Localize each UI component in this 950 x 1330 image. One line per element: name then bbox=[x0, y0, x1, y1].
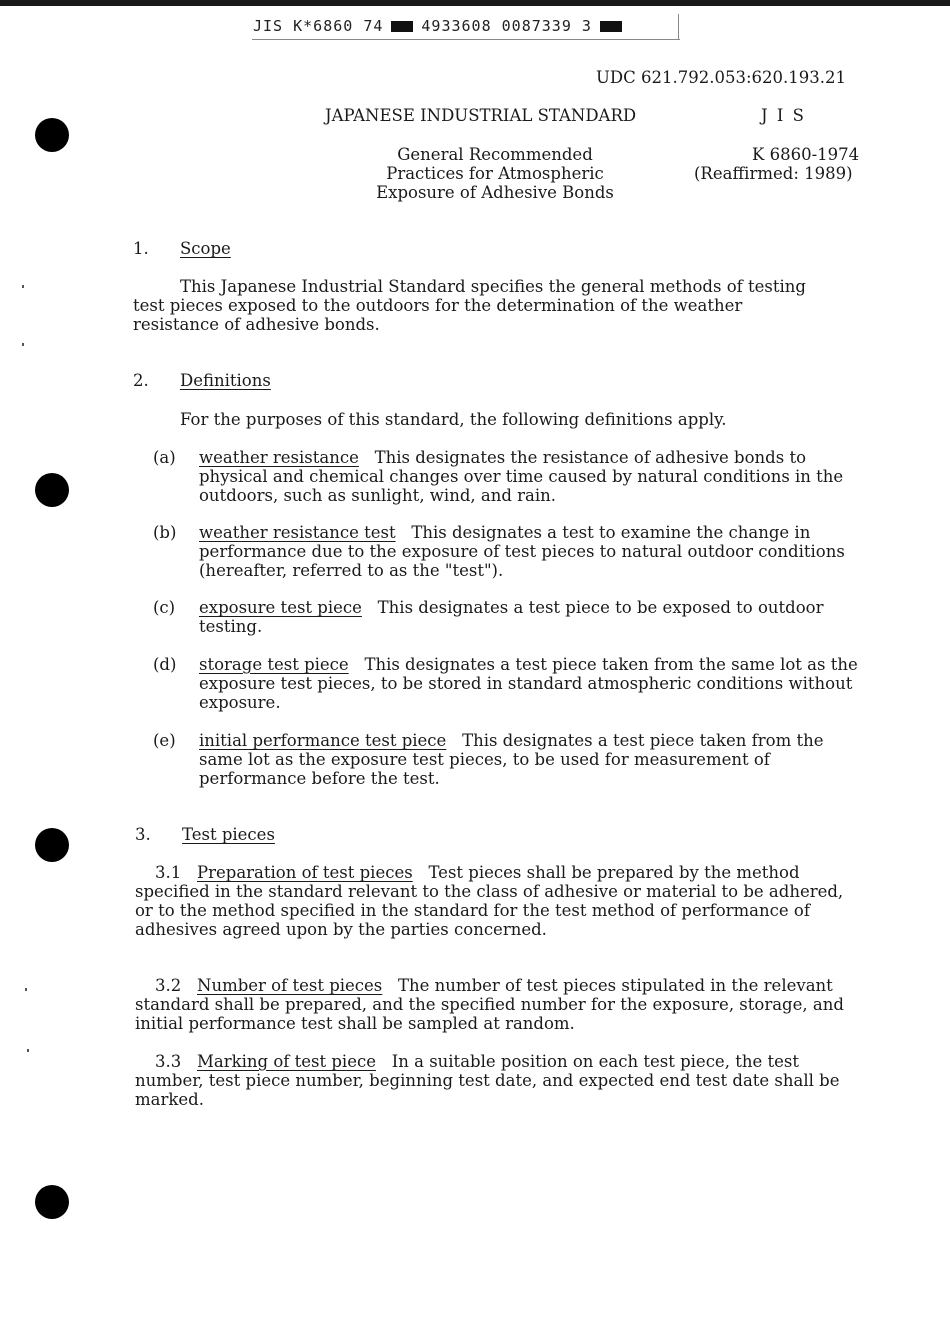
definition-item bbox=[199, 523, 864, 580]
definition-label: (b) bbox=[153, 523, 177, 542]
reaffirmed-year: (Reaffirmed: 1989) bbox=[694, 164, 853, 183]
subclause-3-1 bbox=[135, 863, 855, 939]
subclause-number: 3.1 bbox=[155, 863, 182, 882]
scan-speck bbox=[22, 285, 24, 288]
barcode-block-icon bbox=[600, 21, 622, 32]
definition-label: (d) bbox=[153, 655, 177, 674]
designation: K 6860-1974 bbox=[752, 145, 860, 164]
subclause-text: In a suitable position on each test piece, the test number, test piece number, beginning test date, and expected end test date shall be marked. bbox=[135, 1052, 840, 1109]
section-number: 1. bbox=[133, 239, 149, 258]
punch-hole-icon bbox=[35, 118, 69, 152]
definition-term: weather resistance bbox=[199, 448, 359, 467]
definition-term: storage test piece bbox=[199, 655, 349, 674]
jis-mark: J I S bbox=[761, 106, 806, 125]
definition-text: This designates a test piece taken from the same lot as the exposure test pieces, to be stored in standard atmospheric conditions without exposure. bbox=[199, 655, 858, 712]
subclause-term: Marking of test piece bbox=[197, 1052, 376, 1071]
definition-text: This designates the resistance of adhesive bonds to physical and chemical changes over time caused by natural conditions in the outdoors, such as sunlight, wind, and rain. bbox=[199, 448, 844, 505]
definition-item bbox=[199, 731, 864, 788]
scan-speck bbox=[22, 343, 24, 346]
punch-hole-icon bbox=[35, 1185, 69, 1219]
subclause-number: 3.2 bbox=[155, 976, 182, 995]
section-number: 2. bbox=[133, 371, 149, 390]
code-middle: 4933608 0087339 3 bbox=[421, 17, 592, 35]
punch-hole-icon bbox=[35, 473, 69, 507]
scan-speck bbox=[25, 988, 27, 991]
subclause-3-2 bbox=[135, 976, 855, 1033]
subclause-term: Number of test pieces bbox=[197, 976, 383, 995]
scan-speck bbox=[27, 1049, 29, 1052]
code-left: JIS K*6860 74 bbox=[253, 17, 384, 35]
definition-label: (e) bbox=[153, 731, 176, 750]
section-heading-definitions: Definitions bbox=[180, 371, 271, 390]
definition-label: (a) bbox=[153, 448, 176, 467]
definition-text: This designates a test piece to be exposed to outdoor testing. bbox=[199, 598, 824, 636]
definition-term: exposure test piece bbox=[199, 598, 362, 617]
header-tick bbox=[678, 14, 679, 40]
definition-term: initial performance test piece bbox=[199, 731, 447, 750]
definition-item bbox=[199, 598, 864, 636]
udc-number: UDC 621.792.053:620.193.21 bbox=[596, 68, 847, 87]
subclause-3-3 bbox=[135, 1052, 855, 1109]
definition-item bbox=[199, 448, 864, 505]
barcode-block-icon bbox=[391, 21, 413, 32]
punch-hole-icon bbox=[35, 828, 69, 862]
document-code-header bbox=[253, 17, 622, 35]
section-heading-test-pieces: Test pieces bbox=[182, 825, 275, 844]
title-line-2: Practices for Atmospheric bbox=[386, 164, 604, 183]
subclause-text: The number of test pieces stipulated in the relevant standard shall be prepared, and the specified number for the exposure, storage, and initial performance test shall be sampled at random. bbox=[135, 976, 844, 1033]
definition-label: (c) bbox=[153, 598, 176, 617]
section-number: 3. bbox=[135, 825, 151, 844]
scan-top-border bbox=[0, 0, 950, 6]
header-rule bbox=[252, 39, 680, 40]
subclause-number: 3.3 bbox=[155, 1052, 182, 1071]
standard-name: JAPANESE INDUSTRIAL STANDARD bbox=[325, 106, 637, 125]
title-line-1: General Recommended bbox=[397, 145, 593, 164]
scope-paragraph: This Japanese Industrial Standard specifies the general methods of testing test pieces exposed to the outdoors for the determination of the weather resistance of adhesive bonds. bbox=[133, 277, 806, 334]
subclause-term: Preparation of test pieces bbox=[197, 863, 413, 882]
definition-item bbox=[199, 655, 864, 712]
section-heading-scope: Scope bbox=[180, 239, 231, 258]
subclause-text: Test pieces shall be prepared by the method specified in the standard relevant to the class of adhesive or material to be adhered, or to the method specified in the standard for the test method of performance of adhesives agreed upon by the parties concerned. bbox=[135, 863, 844, 939]
definition-term: weather resistance test bbox=[199, 523, 396, 542]
title-line-3: Exposure of Adhesive Bonds bbox=[376, 183, 614, 202]
definitions-intro: For the purposes of this standard, the following definitions apply. bbox=[180, 410, 727, 429]
definition-text: This designates a test piece taken from the same lot as the exposure test pieces, to be used for measurement of performance before the test. bbox=[199, 731, 824, 788]
definition-text: This designates a test to examine the change in performance due to the exposure of test pieces to natural outdoor conditions (hereafter, referred to as the "test"). bbox=[199, 523, 845, 580]
